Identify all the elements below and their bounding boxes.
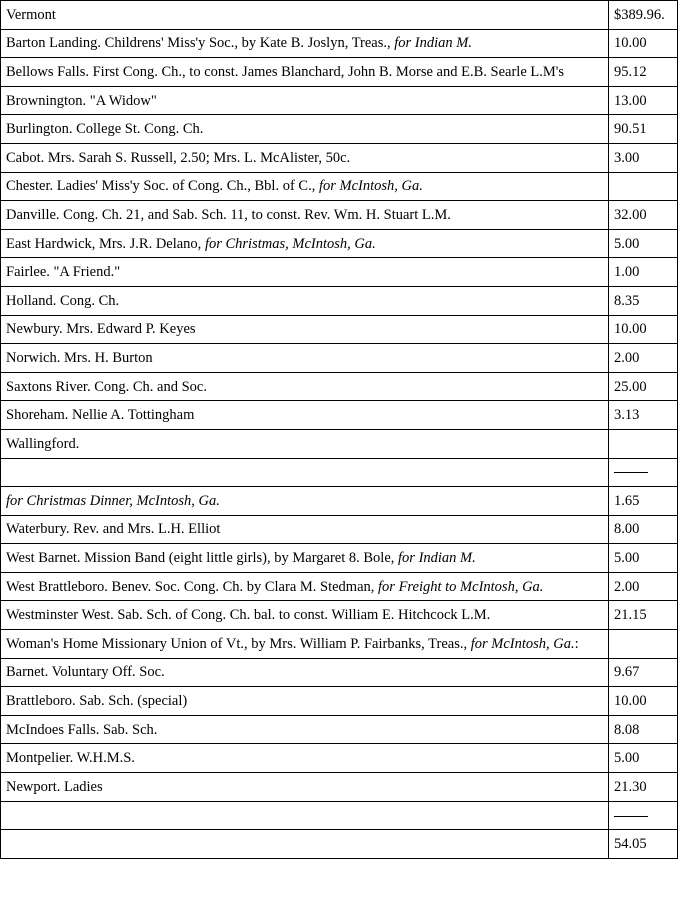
- description-cell: [1, 1, 609, 30]
- amount-cell: [609, 315, 678, 344]
- table-row: [1, 715, 678, 744]
- amount-cell: [609, 572, 678, 601]
- italic-note: for McIntosh, Ga.: [470, 635, 575, 652]
- amount-cell: [609, 1, 678, 30]
- amount-value: 10.00: [614, 693, 647, 710]
- description-text: Barton Landing. Childrens' Miss'y Soc., by Kate B. Joslyn, Treas.,: [6, 35, 395, 52]
- description-text: Danville. Cong. Ch. 21, and Sab. Sch. 11, to const. Rev. Wm. H. Stuart L.M.: [6, 206, 451, 223]
- table-row: [1, 801, 678, 830]
- amount-value: 1.65: [614, 492, 640, 509]
- amount-cell: [609, 544, 678, 573]
- description-text: West Barnet. Mission Band (eight little girls), by Margaret 8. Bole,: [6, 550, 399, 567]
- description-cell: [1, 172, 609, 201]
- description-text: Brattleboro. Sab. Sch. (special): [6, 693, 188, 710]
- table-row: [1, 344, 678, 373]
- description-text: Waterbury. Rev. and Mrs. L.H. Elliot: [6, 521, 221, 538]
- table-row: [1, 687, 678, 716]
- amount-cell: [609, 515, 678, 544]
- amount-value: 13.00: [614, 92, 647, 109]
- description-text: Vermont: [6, 6, 56, 23]
- amount-value: 25.00: [614, 378, 647, 395]
- table-row: [1, 372, 678, 401]
- description-cell: [1, 572, 609, 601]
- amount-cell: [609, 801, 678, 830]
- italic-note: for Freight to McIntosh, Ga.: [378, 578, 544, 595]
- amount-cell: [609, 401, 678, 430]
- amount-value: 3.00: [614, 149, 640, 166]
- description-cell: [1, 115, 609, 144]
- description-text: Woman's Home Missionary Union of Vt., by Mrs. William P. Fairbanks, Treas.,: [6, 635, 471, 652]
- description-cell: [1, 744, 609, 773]
- description-text: East Hardwick, Mrs. J.R. Delano,: [6, 235, 205, 252]
- description-cell: [1, 229, 609, 258]
- amount-value: 2.00: [614, 578, 640, 595]
- description-text: Saxtons River. Cong. Ch. and Soc.: [6, 378, 207, 395]
- amount-cell: [609, 658, 678, 687]
- amount-value: 5.00: [614, 750, 640, 767]
- description-cell: [1, 658, 609, 687]
- amount-value: 3.13: [614, 407, 640, 424]
- amount-value: 8.00: [614, 521, 640, 538]
- description-cell: [1, 544, 609, 573]
- table-row: [1, 172, 678, 201]
- amount-cell: [609, 773, 678, 802]
- table-row: [1, 458, 678, 487]
- amount-value: 8.35: [614, 292, 640, 309]
- amount-cell: [609, 143, 678, 172]
- amount-value: 5.00: [614, 550, 640, 567]
- description-cell: [1, 258, 609, 287]
- italic-note: for Indian M.: [398, 550, 476, 567]
- italic-note: for McIntosh, Ga.: [318, 178, 423, 195]
- table-row: [1, 544, 678, 573]
- description-text: Shoreham. Nellie A. Tottingham: [6, 407, 195, 424]
- amount-cell: [609, 487, 678, 516]
- table-row: [1, 601, 678, 630]
- amount-value: 54.05: [614, 836, 647, 853]
- amount-cell: [609, 344, 678, 373]
- description-text: Bellows Falls. First Cong. Ch., to const. James Blanchard, John B. Morse and E.B. Searle L.M's: [6, 63, 565, 80]
- table-row: [1, 315, 678, 344]
- description-cell: [1, 58, 609, 87]
- amount-value: 1.00: [614, 264, 640, 281]
- amount-value: 10.00: [614, 35, 647, 52]
- italic-note: for Christmas Dinner, McIntosh, Ga.: [6, 492, 220, 509]
- amount-cell: [609, 429, 678, 458]
- table-row: [1, 29, 678, 58]
- donations-table-body: [1, 1, 678, 859]
- description-cell: [1, 830, 609, 859]
- description-text: Newbury. Mrs. Edward P. Keyes: [6, 321, 196, 338]
- amount-cell: [609, 29, 678, 58]
- table-row: [1, 773, 678, 802]
- description-text: Wallingford.: [6, 435, 80, 452]
- italic-note: for Indian M.: [394, 35, 472, 52]
- description-cell: [1, 773, 609, 802]
- description-text: McIndoes Falls. Sab. Sch.: [6, 721, 158, 738]
- table-row: [1, 487, 678, 516]
- table-row: [1, 830, 678, 859]
- amount-cell: [609, 630, 678, 659]
- amount-cell: [609, 229, 678, 258]
- amount-value: 9.67: [614, 664, 640, 681]
- table-row: [1, 229, 678, 258]
- subtotal-rule: [614, 472, 648, 473]
- description-text: :: [574, 635, 579, 652]
- amount-cell: [609, 86, 678, 115]
- table-row: [1, 258, 678, 287]
- description-cell: [1, 315, 609, 344]
- amount-value: 8.08: [614, 721, 640, 738]
- amount-value: 5.00: [614, 235, 640, 252]
- description-text: Westminster West. Sab. Sch. of Cong. Ch. bal. to const. William E. Hitchcock L.M.: [6, 607, 491, 624]
- amount-value: 90.51: [614, 121, 647, 138]
- amount-cell: [609, 458, 678, 487]
- table-row: [1, 143, 678, 172]
- description-cell: [1, 201, 609, 230]
- description-cell: [1, 715, 609, 744]
- table-row: [1, 286, 678, 315]
- amount-cell: [609, 687, 678, 716]
- amount-value: 21.30: [614, 778, 647, 795]
- description-cell: [1, 429, 609, 458]
- table-row: [1, 572, 678, 601]
- amount-value: 32.00: [614, 206, 647, 223]
- description-text: Brownington. "A Widow": [6, 92, 157, 109]
- description-cell: [1, 86, 609, 115]
- amount-cell: [609, 172, 678, 201]
- description-text: Holland. Cong. Ch.: [6, 292, 120, 309]
- description-cell: [1, 801, 609, 830]
- amount-cell: [609, 830, 678, 859]
- table-row: [1, 201, 678, 230]
- amount-value: 21.15: [614, 607, 647, 624]
- description-text: Norwich. Mrs. H. Burton: [6, 349, 153, 366]
- description-cell: [1, 601, 609, 630]
- amount-cell: [609, 286, 678, 315]
- description-cell: [1, 286, 609, 315]
- amount-value: 95.12: [614, 63, 647, 80]
- description-cell: [1, 401, 609, 430]
- description-text: Chester. Ladies' Miss'y Soc. of Cong. Ch., Bbl. of C.,: [6, 178, 319, 195]
- description-cell: [1, 487, 609, 516]
- subtotal-rule: [614, 816, 648, 817]
- description-cell: [1, 515, 609, 544]
- description-cell: [1, 29, 609, 58]
- description-cell: [1, 687, 609, 716]
- table-row: [1, 744, 678, 773]
- description-text: West Brattleboro. Benev. Soc. Cong. Ch. by Clara M. Stedman,: [6, 578, 379, 595]
- table-row: [1, 515, 678, 544]
- amount-cell: [609, 715, 678, 744]
- amount-cell: [609, 744, 678, 773]
- amount-value: 10.00: [614, 321, 647, 338]
- description-cell: [1, 372, 609, 401]
- description-cell: [1, 344, 609, 373]
- description-cell: [1, 143, 609, 172]
- description-text: Barnet. Voluntary Off. Soc.: [6, 664, 165, 681]
- amount-cell: [609, 601, 678, 630]
- table-row: [1, 115, 678, 144]
- amount-cell: [609, 58, 678, 87]
- table-row: [1, 630, 678, 659]
- description-cell: [1, 630, 609, 659]
- table-row: [1, 658, 678, 687]
- table-row: [1, 401, 678, 430]
- description-text: Cabot. Mrs. Sarah S. Russell, 2.50; Mrs. L. McAlister, 50c.: [6, 149, 351, 166]
- table-row: [1, 86, 678, 115]
- amount-value: $389.96.: [614, 6, 665, 23]
- table-row: [1, 1, 678, 30]
- amount-cell: [609, 115, 678, 144]
- description-text: Montpelier. W.H.M.S.: [6, 750, 135, 767]
- italic-note: for Christmas, McIntosh, Ga.: [204, 235, 376, 252]
- amount-cell: [609, 201, 678, 230]
- description-text: Burlington. College St. Cong. Ch.: [6, 121, 204, 138]
- description-text: Fairlee. "A Friend.": [6, 264, 121, 281]
- table-row: [1, 429, 678, 458]
- amount-cell: [609, 258, 678, 287]
- amount-cell: [609, 372, 678, 401]
- description-text: Newport. Ladies: [6, 778, 103, 795]
- description-cell: [1, 458, 609, 487]
- table-row: [1, 58, 678, 87]
- amount-value: 2.00: [614, 349, 640, 366]
